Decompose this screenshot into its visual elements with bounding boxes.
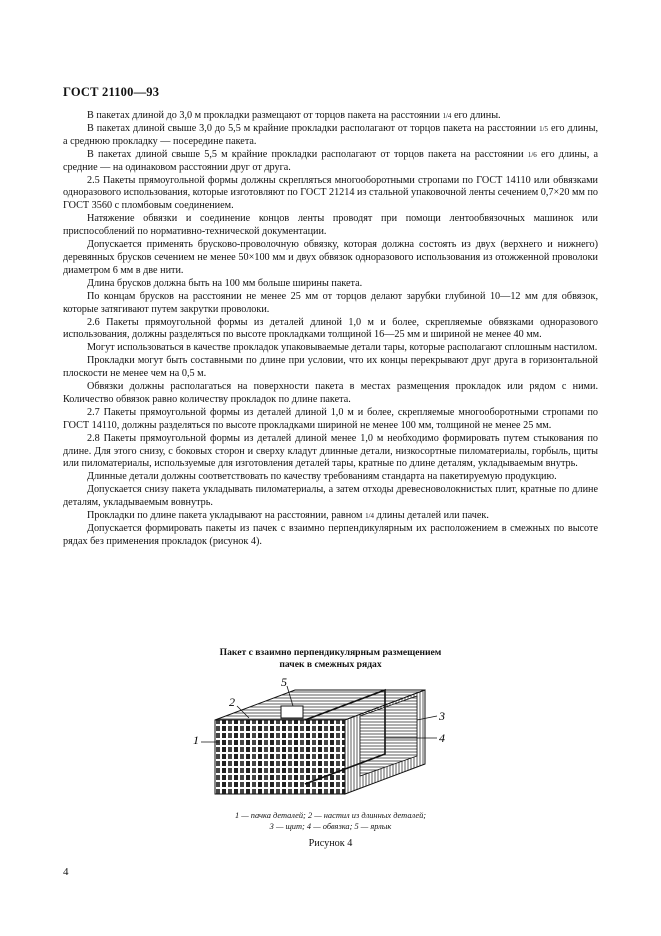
callout-3: 3 bbox=[439, 709, 445, 723]
paragraph-text: В пакетах длиной свыше 3,0 до 5,5 м крайние прокладки располагают от торцов пакета на расстоянии bbox=[87, 122, 540, 134]
paragraph bbox=[63, 239, 598, 278]
paragraph bbox=[63, 175, 598, 214]
paragraph bbox=[63, 110, 598, 123]
label-tag bbox=[281, 706, 303, 718]
fraction: 1/4 bbox=[365, 512, 375, 521]
paragraph-text: Натяжение обвязки и соединение концов ленты проводят при помощи лентообвязочных машинок или приспособлений по нормативно-технической документации. bbox=[63, 213, 598, 238]
paragraph-text: его длины, а средние — на одинаковом расстоянии друг от друга. bbox=[63, 148, 599, 173]
callout-1: 1 bbox=[193, 733, 199, 747]
paragraph-text: По концам брусков на расстоянии не менее 25 мм от торцов делают зарубки глубиной 10—12 мм для обвязок, которые затягивают путем закрутки проволоки. bbox=[63, 290, 598, 315]
paragraph bbox=[63, 355, 598, 381]
callout-5: 5 bbox=[281, 676, 287, 689]
paragraph bbox=[63, 123, 598, 149]
paragraph bbox=[63, 510, 598, 523]
figure-caption-line-1: 1 — пачка деталей; 2 — настил из длинных деталей; bbox=[234, 811, 427, 820]
paragraph-text: Обвязки должны располагаться на поверхности пакета в местах размещения прокладок или рядом с ними. Количество обвязок равно количеству прокладок по длине пакета. bbox=[63, 381, 598, 405]
paragraph-text: 2.6 Пакеты прямоугольной формы из деталей длиной 1,0 м и более, скрепляемые обвязками одноразового использования, должны разделяться по высоте прокладками толщиной 16—25 мм и шириной не менее 40 мм. bbox=[63, 316, 598, 341]
front-face bbox=[215, 720, 345, 794]
paragraph bbox=[63, 342, 598, 355]
paragraph-text: 2.7 Пакеты прямоугольной формы из деталей длиной 1,0 м и более, скрепляемые многооборотными стропами по ГОСТ 14110, должны разделяться по высоте прокладками шириной не менее 100 мм, толщиной не менее 25 мм. bbox=[63, 406, 598, 431]
paragraph-text: Допускается формировать пакеты из пачек с взаимно перпендикулярным их расположением в смежных по высоте рядах без применения прокладок (рисунок 4). bbox=[63, 523, 598, 547]
figure-title-line-2: пачек в смежных рядах bbox=[279, 659, 382, 670]
paragraph bbox=[63, 484, 598, 510]
callout-2: 2 bbox=[229, 695, 235, 709]
paragraph-text: 2.8 Пакеты прямоугольной формы из деталей длиной менее 1,0 м необходимо формировать путем стыкования по длине. Для этого снизу, с боковых сторон и сверху кладут длинные детали, низкосортные пиломатериалы, горбыль, щиты или пиломатериалы, используемые для изготовления деталей тары, кратные по длине деталям, укладываемым внутрь. bbox=[63, 432, 598, 470]
fraction: 1/6 bbox=[527, 150, 537, 159]
paragraph-text: Длина брусков должна быть на 100 мм больше ширины пакета. bbox=[87, 277, 363, 289]
paragraph-text: Могут использоваться в качестве прокладок упаковываемые детали тары, которые располагают сплошным настилом. bbox=[87, 342, 598, 354]
paragraph-text: Длинные детали должны соответствовать по качеству требованиям стандарта на пакетируемую продукцию. bbox=[87, 471, 557, 483]
paragraph-text: Прокладки по длине пакета укладывают на расстоянии, равном bbox=[87, 510, 366, 522]
paragraph bbox=[63, 407, 598, 433]
paragraph bbox=[63, 149, 598, 175]
paragraph bbox=[63, 433, 598, 472]
paragraph-text: длины деталей или пачек. bbox=[374, 510, 489, 522]
figure-label: Рисунок 4 bbox=[308, 838, 353, 849]
paragraph bbox=[63, 381, 598, 407]
paragraph bbox=[63, 291, 598, 317]
figure-caption bbox=[160, 810, 501, 832]
paragraph-text: Допускается снизу пакета укладывать пиломатериалы, а затем отходы древесноволокнистых плит, кратные по длине деталям, укладываемым вовнутрь. bbox=[63, 484, 598, 509]
paragraph bbox=[63, 278, 598, 291]
fraction: 1/4 bbox=[442, 112, 452, 120]
paragraph bbox=[63, 523, 598, 549]
callout-4: 4 bbox=[439, 731, 445, 745]
paragraph-text: В пакетах длиной до 3,0 м прокладки размещают от торцов пакета на расстоянии bbox=[87, 110, 443, 121]
paragraph-text: Прокладки могут быть составными по длине при условии, что их концы перекрывают друг друга в горизонтальной плоскости не менее чем на 0,5 м. bbox=[63, 355, 598, 380]
paragraph-text: его длины. bbox=[451, 110, 501, 121]
document-header: ГОСТ 21100—93 bbox=[63, 85, 160, 99]
paragraph bbox=[63, 471, 598, 484]
paragraph bbox=[63, 317, 598, 343]
body-text bbox=[63, 110, 598, 549]
paragraph-text: 2.5 Пакеты прямоугольной формы должны скрепляться многооборотными стропами по ГОСТ 14110 или обвязками одноразового использования, которые изготовляют по ГОСТ 21214 из стальной упаковочной ленты сечением 0,7×20 мм по ГОСТ 3560 с пломбовым соединением. bbox=[63, 174, 598, 212]
page-number: 4 bbox=[63, 866, 69, 878]
figure-title-line-1: Пакет с взаимно перпендикулярным размещением bbox=[219, 647, 442, 658]
package-illustration bbox=[185, 676, 465, 806]
paragraph-text: его длины, а среднюю прокладку — посередине пакета. bbox=[63, 122, 598, 147]
paragraph bbox=[63, 213, 598, 239]
paragraph-text: Допускается применять брусково-проволочную обвязку, которая должна состоять из двух (верхнего и нижнего) деревянных брусков сечением не менее 50×100 мм и двух обвязок одноразового использования из отожженной проволоки диаметром 6 мм в две нити. bbox=[63, 239, 598, 276]
paragraph-text: В пакетах длиной свыше 5,5 м крайние прокладки располагают от торцов пакета на расстоянии bbox=[87, 148, 528, 160]
figure-caption-line-2: 3 — щит; 4 — обвязка; 5 — ярлык bbox=[269, 822, 392, 831]
figure-title bbox=[200, 647, 461, 671]
fraction: 1/5 bbox=[539, 124, 549, 133]
